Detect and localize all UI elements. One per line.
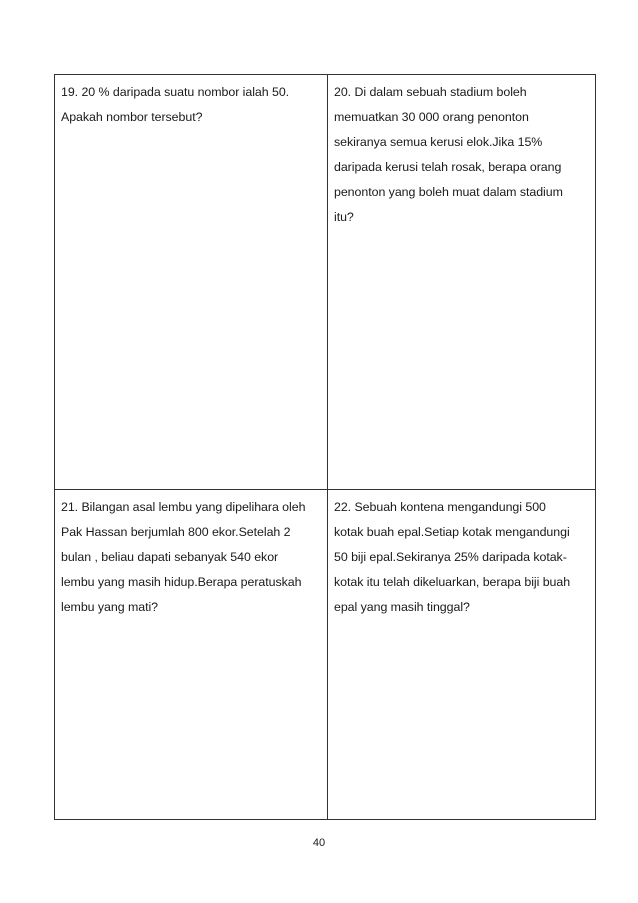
question-table <box>54 74 596 820</box>
table-row <box>55 75 596 490</box>
question-20-text: 20. Di dalam sebuah stadium boleh memuatkan 30 000 orang penonton sekiranya semua kerusi elok.Jika 15% daripada kerusi telah rosak, berapa orang penonton yang boleh muat dalam stadium itu? <box>334 85 563 224</box>
question-cell-22 <box>328 490 596 820</box>
question-19-text: 19. 20 % daripada suatu nombor ialah 50. Apakah nombor tersebut? <box>61 85 290 124</box>
page-number: 40 <box>312 837 326 849</box>
question-22-text: 22. Sebuah kontena mengandungi 500 kotak buah epal.Setiap kotak mengandungi 50 biji epal.Sekiranya 25% daripada kotak- kotak itu telah dikeluarkan, berapa biji buah epal yang masih tinggal? <box>334 500 571 614</box>
table-row <box>55 490 596 820</box>
question-21-text: 21. Bilangan asal lembu yang dipelihara oleh Pak Hassan berjumlah 800 ekor.Setelah 2 bulan , beliau dapati sebanyak 540 ekor lembu yang masih hidup.Berapa peratuskah lembu yang mati? <box>61 500 306 614</box>
question-cell-20 <box>328 75 596 490</box>
question-cell-19 <box>55 75 328 490</box>
question-cell-21 <box>55 490 328 820</box>
